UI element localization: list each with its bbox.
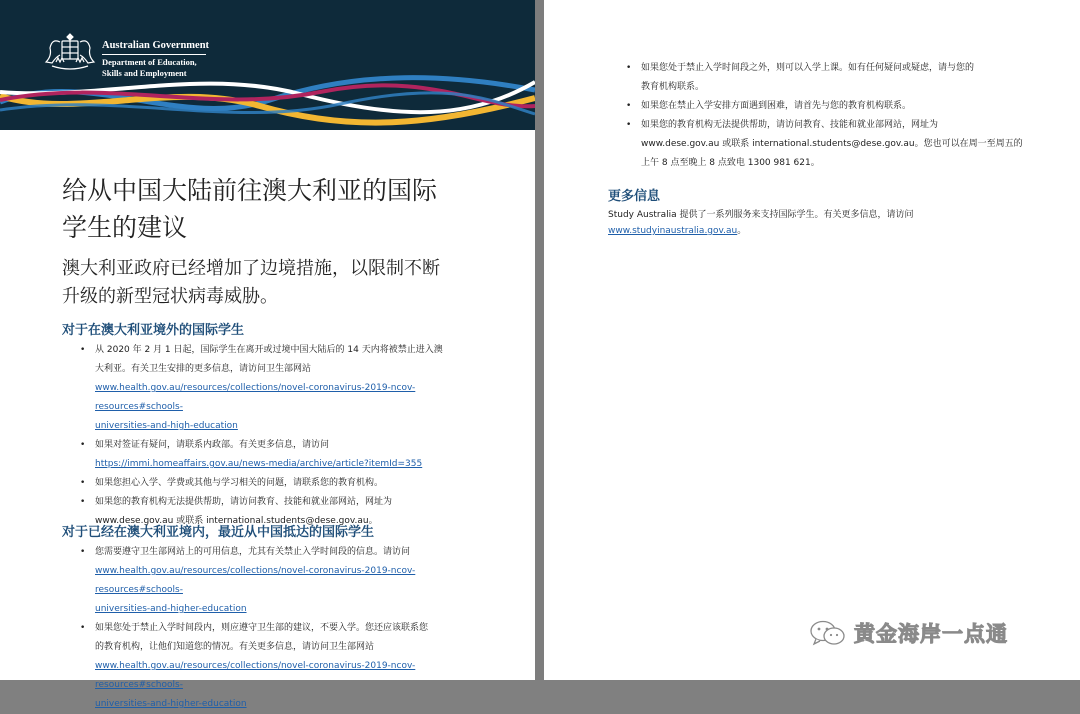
list-item: • 如果您的教育机构无法提供帮助，请访问教育、技能和就业部网站，网址为 www.dese.gov.au 或联系 international.students@dese.gov.au。您也可以在周一至周五的 上午 8 点至晚上 8 点致电 1300 981 621。: [624, 116, 1054, 173]
list-item: • 您需要遵守卫生部网站上的可用信息，尤其有关禁止入学时间段的信息。请访问 www.health.gov.au/resources/collections/novel-coronavirus-2019-ncov-resources#schools- universities-and-higher-education: [78, 543, 498, 619]
list-item: • 从 2020 年 2 月 1 日起，国际学生在离开或过境中国大陆后的 14 天内将被禁止进入澳 大利亚。有关卫生安排的更多信息，请访问卫生部网站 www.health.gov.au/resources/collections/novel-coronavirus-2019-ncov-resources#schools- universities-and-high-education: [78, 341, 498, 436]
studyinaustralia-link[interactable]: www.studyinaustralia.gov.au: [608, 226, 738, 236]
health-link-cont[interactable]: universities-and-higher-education: [95, 604, 247, 614]
health-link[interactable]: www.health.gov.au/resources/collections/novel-coronavirus-2019-ncov-resources#schools-: [95, 661, 416, 690]
list-item: • 如果对签证有疑问，请联系内政部。有关更多信息，请访问 https://immi.homeaffairs.gov.au/news-media/archive/article?itemId=355: [78, 436, 498, 474]
section-heading-outside-australia: 对于在澳大利亚境外的国际学生: [62, 323, 245, 338]
homeaffairs-link[interactable]: https://immi.homeaffairs.gov.au/news-media/archive/article?itemId=355: [95, 459, 423, 469]
health-link[interactable]: www.health.gov.au/resources/collections/novel-coronavirus-2019-ncov-resources#schools-: [95, 566, 416, 595]
coat-of-arms-icon: [42, 30, 98, 72]
health-link-cont[interactable]: universities-and-higher-education: [95, 699, 247, 709]
department-line-1: Department of Education,: [102, 57, 197, 67]
list-item: • 如果您在禁止入学安排方面遇到困难，请首先与您的教育机构联系。: [624, 97, 1054, 116]
bullet-list-outside: [78, 341, 498, 531]
watermark-text: 黄金海岸一点通: [854, 622, 1008, 646]
list-item: • 如果您的教育机构无法提供帮助，请访问教育、技能和就业部网站，网址为 www.dese.gov.au 或联系 international.students@dese.gov.au。: [78, 493, 498, 531]
list-item: • 如果您处于禁止入学时间段之外，则可以入学上课。如有任何疑问或疑虑，请与您的 教育机构联系。: [624, 59, 1054, 97]
department-line-2: Skills and Employment: [102, 67, 187, 78]
list-item: • 如果您处于禁止入学时间段内，则应遵守卫生部的建议，不要入学。您还应该联系您 的教育机构，让他们知道您的情况。有关更多信息，请访问卫生部网站 www.health.gov.au/resources/collections/novel-coronavirus-2019-ncov-resources#schools- universities-and-higher-education: [78, 619, 498, 714]
health-link[interactable]: www.health.gov.au/resources/collections/novel-coronavirus-2019-ncov-resources#schools-: [95, 383, 416, 412]
document-page-right: [544, 0, 1080, 680]
section-heading-in-australia: 对于已经在澳大利亚境内，最近从中国抵达的国际学生: [62, 525, 375, 540]
health-link-cont[interactable]: universities-and-high-education: [95, 421, 238, 431]
wechat-icon: [808, 618, 848, 648]
government-name: Australian Government: [102, 40, 210, 51]
header-divider: [102, 54, 206, 55]
more-info-paragraph: Study Australia 提供了一系列服务来支持国际学生。有关更多信息，请访问 www.studyinaustralia.gov.au。: [608, 210, 914, 236]
bullet-list-continued: [624, 59, 1054, 173]
page-gutter: [535, 0, 544, 680]
document-subtitle: 澳大利亚政府已经增加了边境措施，以限制不断 升级的新型冠状病毒威胁。: [62, 258, 440, 307]
section-heading-more-info: 更多信息: [608, 189, 661, 204]
document-title: 给从中国大陆前往澳大利亚的国际 学生的建议: [62, 176, 438, 242]
decorative-waves: [0, 67, 535, 140]
watermark: [808, 618, 1008, 648]
list-item: • 如果您担心入学、学费或其他与学习相关的问题，请联系您的教育机构。: [78, 474, 498, 493]
bullet-list-inside: [78, 543, 498, 714]
document-page-left: [0, 0, 535, 709]
